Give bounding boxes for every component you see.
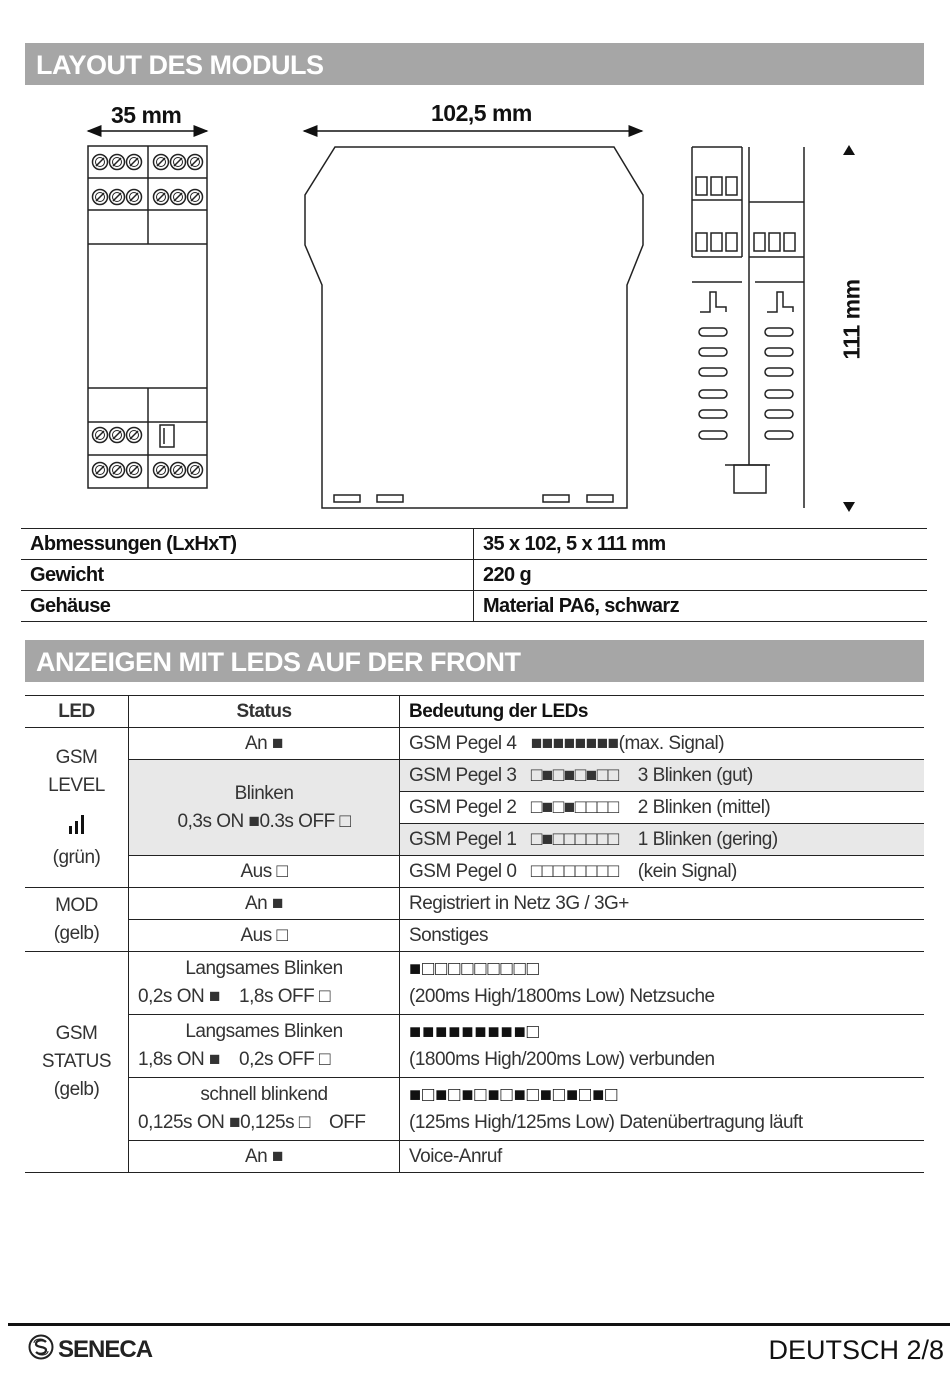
module-dimension-drawing <box>0 0 950 525</box>
table-row <box>25 728 924 760</box>
led-name-line: MOD <box>55 894 98 916</box>
table-row <box>25 888 924 920</box>
meaning-voice-call: Voice-Anruf <box>400 1141 925 1173</box>
status-line: 1,8s ON ■ 0,2s OFF □ <box>138 1049 330 1070</box>
page-number: DEUTSCH 2/8 <box>768 1335 944 1365</box>
led-color-label: (gelb) <box>53 1079 100 1100</box>
status-blink <box>129 760 400 856</box>
table-row <box>21 560 927 591</box>
meaning-text: (200ms High/1800ms Low) Netzsuche <box>409 986 715 1007</box>
table-row <box>25 856 924 888</box>
led-section-header: ANZEIGEN MIT LEDS AUF DER FRONT <box>25 640 924 682</box>
table-row <box>25 760 924 792</box>
status-on: An ■ <box>129 888 400 920</box>
meaning-connected <box>400 1015 925 1078</box>
status-on: An ■ <box>129 1141 400 1173</box>
led-gsm-level <box>25 728 129 888</box>
status-line: 0,2s ON ■ 1,8s OFF □ <box>138 986 330 1007</box>
header-status: Status <box>129 696 400 728</box>
header-led: LED <box>25 696 129 728</box>
logo-text: SENECA <box>58 1335 153 1363</box>
layout-section-header: LAYOUT DES MODULS <box>25 43 924 85</box>
footer-divider <box>8 1323 950 1326</box>
meaning-data-transfer <box>400 1078 925 1141</box>
spec-label: Abmessungen (LxHxT) <box>21 529 474 560</box>
specs-table <box>21 528 927 622</box>
table-row <box>21 591 927 622</box>
table-row <box>21 529 927 560</box>
led-name-line: STATUS <box>41 1051 112 1072</box>
meaning-other: Sonstiges <box>400 920 925 952</box>
spec-value: 35 x 102, 5 x 111 mm <box>474 529 928 560</box>
meaning-pegel-1: GSM Pegel 1 □■□□□□□□ 1 Blinken (gering) <box>400 824 925 856</box>
meaning-network-search <box>400 952 925 1015</box>
table-row <box>25 1078 924 1141</box>
status-line: 0,125s ON ■0,125s □ OFF <box>138 1112 366 1133</box>
led-color-label: (gelb) <box>53 922 100 944</box>
status-on: An ■ <box>129 728 400 760</box>
length-dimension-label: 102,5 mm <box>431 100 532 126</box>
height-arrow-bottom <box>843 502 855 512</box>
status-line: 0,3s ON ■0.3s OFF □ <box>177 810 351 832</box>
header-meaning: Bedeutung der LEDs <box>400 696 925 728</box>
led-name-line: LEVEL <box>48 774 105 796</box>
led-color-label: (grün) <box>52 846 101 868</box>
blink-pattern: ■□□□□□□□□□ <box>409 958 540 980</box>
led-gsm-status <box>25 952 129 1173</box>
table-row <box>25 952 924 1015</box>
seneca-logo-icon <box>28 1334 54 1365</box>
meaning-registered: Registriert in Netz 3G / 3G+ <box>400 888 925 920</box>
table-row <box>25 1015 924 1078</box>
footer-logo <box>28 1334 152 1365</box>
meaning-pegel-4: GSM Pegel 4 ■■■■■■■■(max. Signal) <box>400 728 925 760</box>
meaning-pegel-3: GSM Pegel 3 □■□■□■□□ 3 Blinken (gut) <box>400 760 925 792</box>
blink-pattern: ■□■□■□■□■□■□■□■□ <box>409 1084 619 1106</box>
status-slow-blink-connected <box>129 1015 400 1078</box>
spec-label: Gewicht <box>21 560 474 591</box>
meaning-pegel-0: GSM Pegel 0 □□□□□□□□ (kein Signal) <box>400 856 925 888</box>
signal-bars-icon <box>34 806 119 834</box>
status-off: Aus □ <box>129 920 400 952</box>
height-arrow-top <box>843 145 855 155</box>
led-table <box>25 695 924 1173</box>
meaning-text: (1800ms High/200ms Low) verbunden <box>409 1049 715 1070</box>
spec-label: Gehäuse <box>21 591 474 622</box>
status-off: Aus □ <box>129 856 400 888</box>
led-name-line: GSM <box>55 746 98 768</box>
status-slow-blink-search <box>129 952 400 1015</box>
meaning-text: (125ms High/125ms Low) Datenübertragung läuft <box>409 1112 803 1133</box>
table-row <box>25 1141 924 1173</box>
spec-value: Material PA6, schwarz <box>474 591 928 622</box>
led-name-line: GSM <box>55 1023 98 1044</box>
status-line: schnell blinkend <box>200 1084 328 1105</box>
blink-pattern: ■■■■■■■■■□ <box>409 1021 540 1043</box>
status-line: Blinken <box>234 782 294 804</box>
status-line: Langsames Blinken <box>185 1021 343 1042</box>
spec-value: 220 g <box>474 560 928 591</box>
status-fast-blink <box>129 1078 400 1141</box>
height-dimension-label: 111 mm <box>838 279 865 360</box>
table-row <box>25 920 924 952</box>
status-line: Langsames Blinken <box>185 958 343 979</box>
width-dimension-label: 35 mm <box>111 102 182 128</box>
meaning-pegel-2: GSM Pegel 2 □■□■□□□□ 2 Blinken (mittel) <box>400 792 925 824</box>
table-header-row <box>25 696 924 728</box>
rear-view <box>692 147 804 508</box>
side-view <box>305 147 643 508</box>
led-mod <box>25 888 129 952</box>
